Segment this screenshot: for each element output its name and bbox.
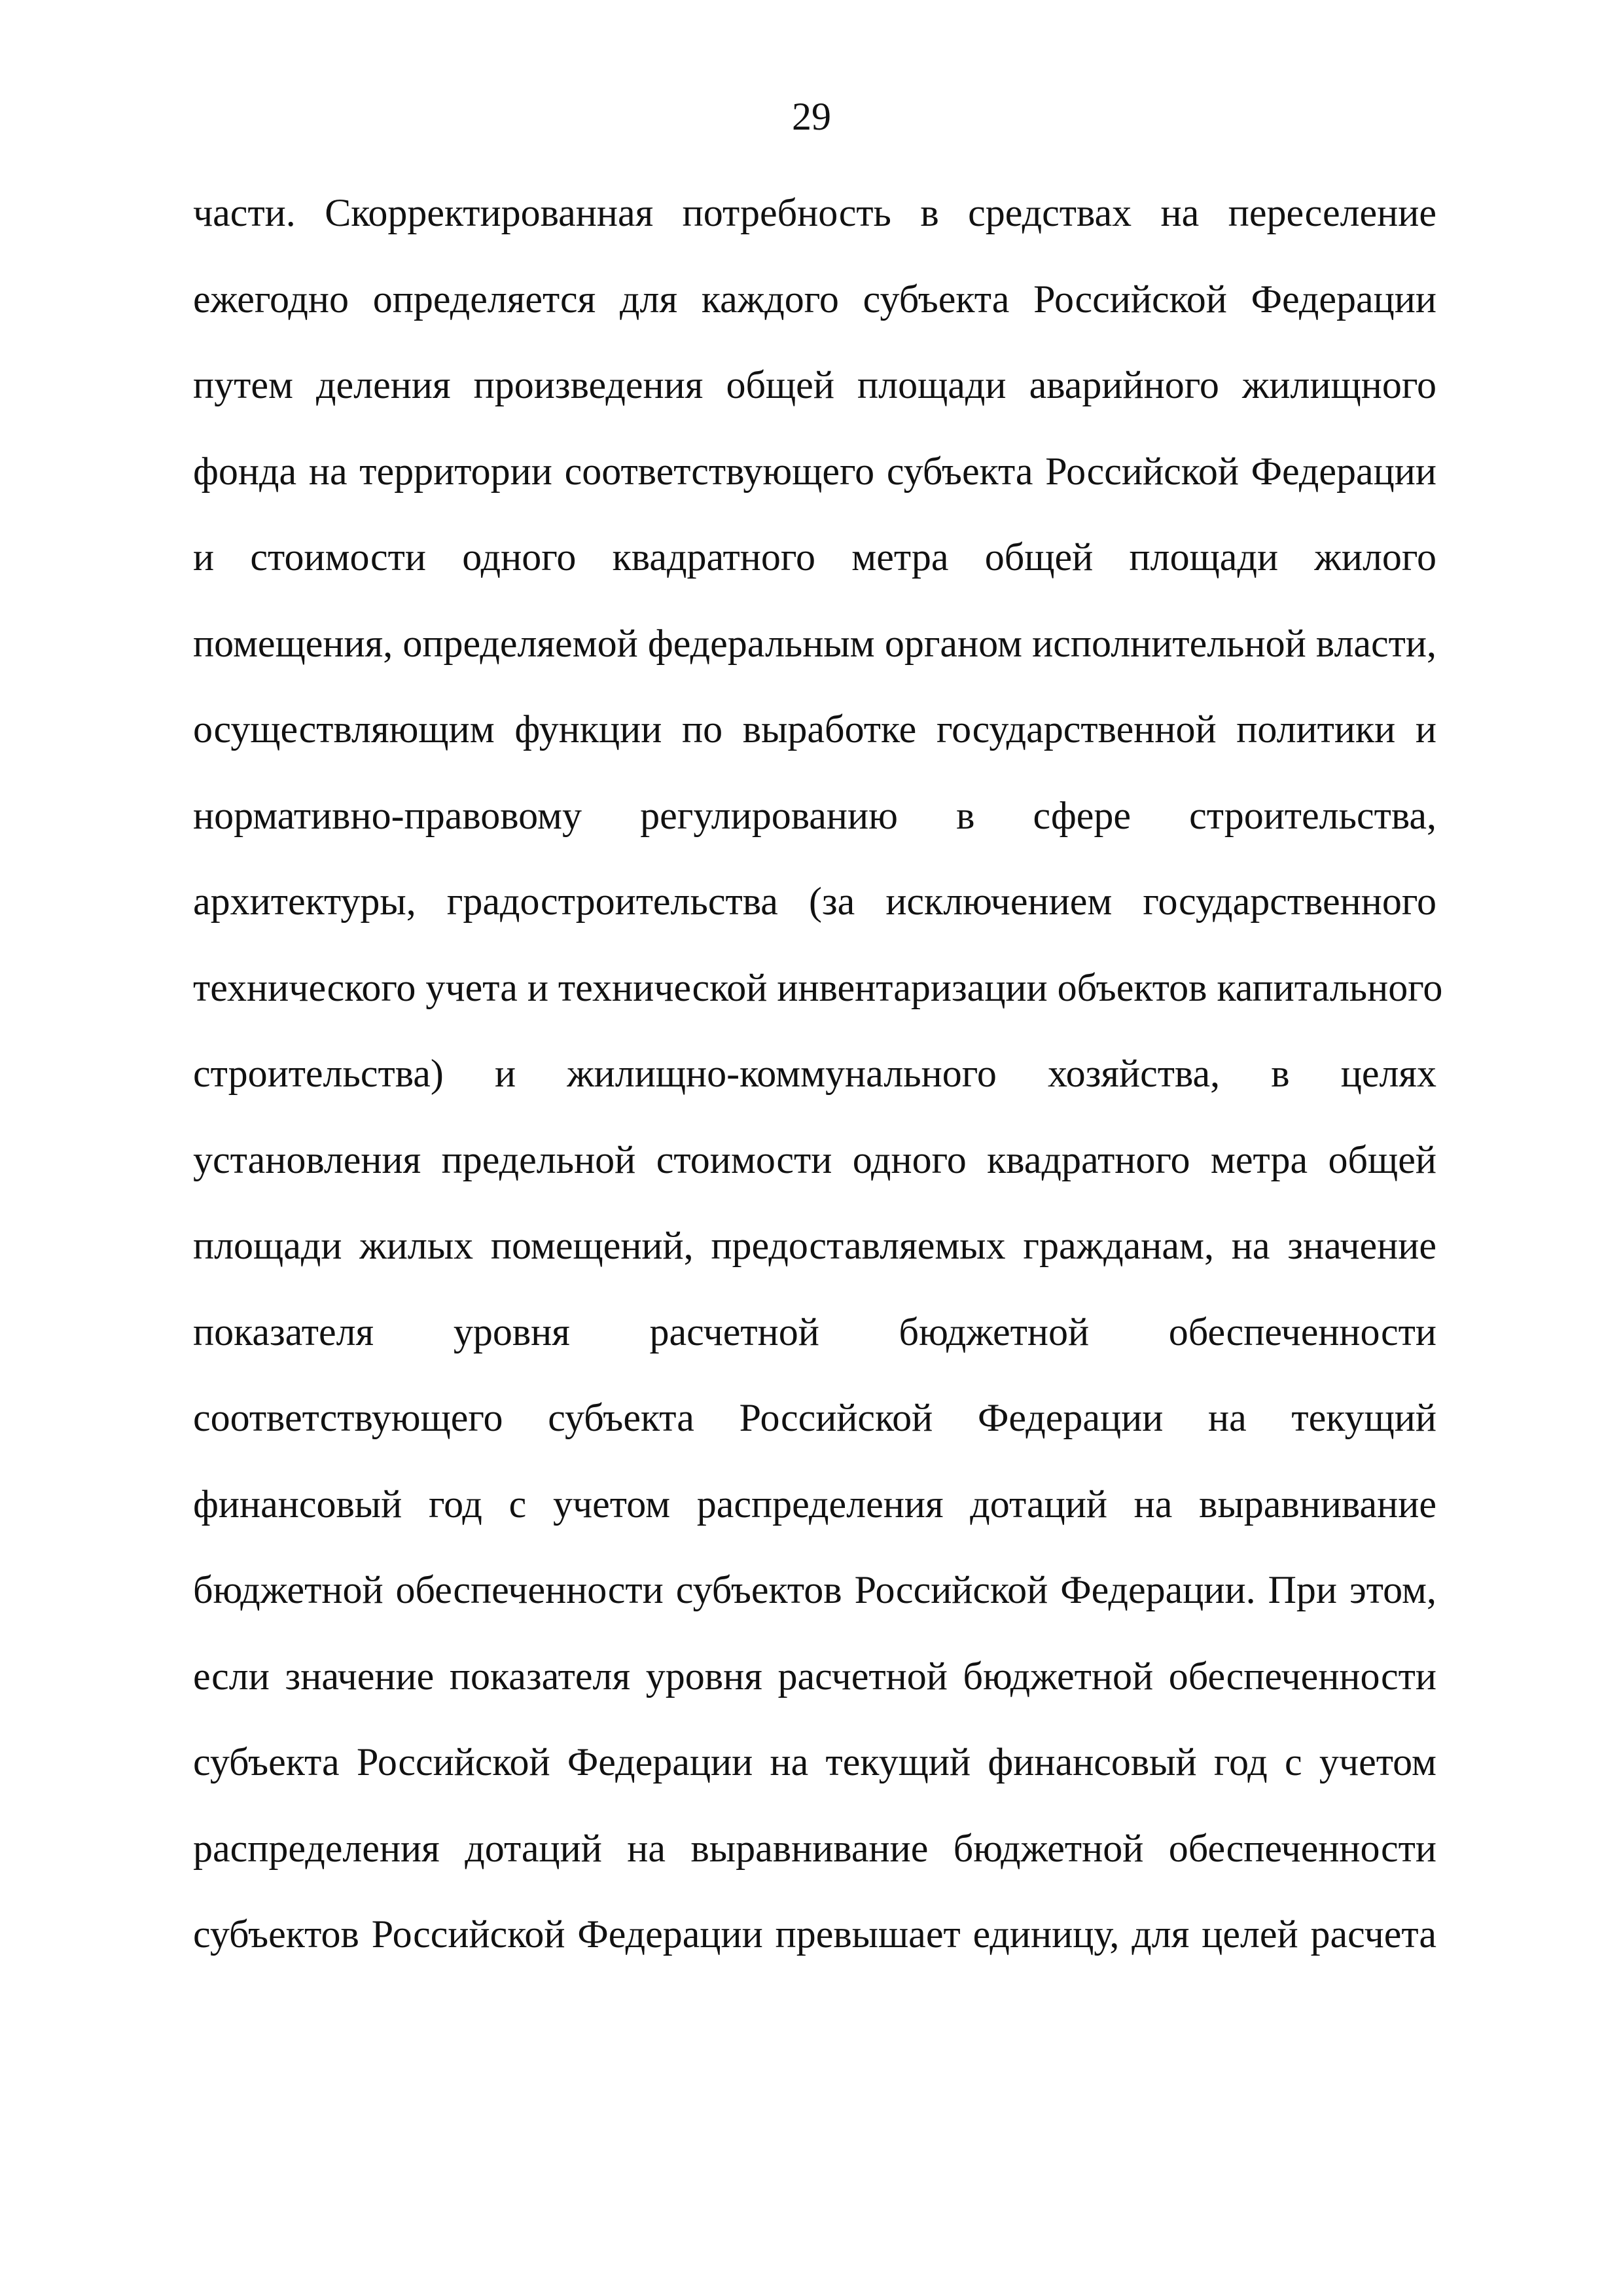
text-line: части. Скорректированная потребность в средствах на переселение <box>193 191 1436 234</box>
text-line: нормативно-правовому регулированию в сфере строительства, <box>193 793 1436 837</box>
text-line: соответствующего субъекта Российской Федерации на текущий <box>193 1396 1436 1439</box>
text-line: технического учета и технической инвентаризации объектов капитального <box>193 965 1443 1009</box>
text-line: распределения дотаций на выравнивание бюджетной обеспеченности <box>193 1826 1436 1870</box>
text-line: установления предельной стоимости одного квадратного метра общей <box>193 1138 1436 1181</box>
text-line: субъектов Российской Федерации превышает единицу, для целей расчета <box>193 1912 1436 1956</box>
text-line: строительства) и жилищно-коммунального хозяйства, в целях <box>193 1052 1436 1095</box>
text-line: показателя уровня расчетной бюджетной обеспеченности <box>193 1310 1436 1354</box>
text-line: бюджетной обеспеченности субъектов Российской Федерации. При этом, <box>193 1568 1436 1611</box>
text-line: фонда на территории соответствующего субъекта Российской Федерации <box>193 449 1436 493</box>
text-line: площади жилых помещений, предоставляемых гражданам, на значение <box>193 1224 1436 1267</box>
text-line: субъекта Российской Федерации на текущий финансовый год с учетом <box>193 1740 1436 1784</box>
text-line: ежегодно определяется для каждого субъекта Российской Федерации <box>193 277 1436 321</box>
page-number: 29 <box>792 95 831 138</box>
text-line: архитектуры, градостроительства (за исключением государственного <box>193 880 1436 923</box>
text-line: если значение показателя уровня расчетной бюджетной обеспеченности <box>193 1654 1436 1698</box>
text-line: путем деления произведения общей площади аварийного жилищного <box>193 363 1436 406</box>
text-line: и стоимости одного квадратного метра общей площади жилого <box>193 535 1436 579</box>
document-body <box>193 187 1443 1994</box>
text-line: финансовый год с учетом распределения дотаций на выравнивание <box>193 1482 1436 1526</box>
text-line: помещения, определяемой федеральным органом исполнительной власти, <box>193 621 1436 665</box>
text-line: осуществляющим функции по выработке государственной политики и <box>193 708 1436 751</box>
